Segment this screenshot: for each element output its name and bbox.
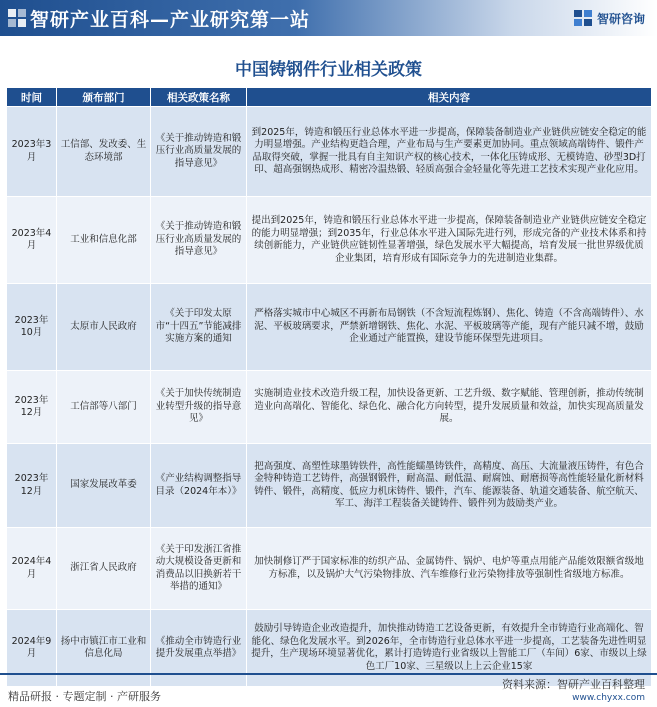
row-dept: 工信部、发改委、生态环境部 [57,107,151,197]
row-content: 实施制造业技术改造升级工程，加快设备更新、工艺升级、数字赋能、管理创新，推动传统制造业向高端化、智能化、绿色化、融合化方向转型，提升发展质量和效益，加快实现高质量发展。 [247,371,652,444]
site-title: 智研产业百科—产业研究第一站 [30,9,311,31]
table-row [7,528,652,610]
brand[interactable] [574,9,645,27]
row-content: 鼓励引导铸造企业改造提升，加快推动铸造工艺设备更新，有效提升全市铸造行业高端化、智能化、绿色化发展水平。到2026年，全市铸造行业总体水平进一步提高，工艺装备先进性明显提升，生产现场环境显著优化，累计打造铸造行业省级以上智能工厂（车间）6家、市级以上绿色工厂10家、三星级以上上云企业15家 [247,610,652,687]
footer-services: 精品研报 · 专题定制 · 产研服务 [8,690,161,703]
top-banner [0,0,657,36]
row-dept: 工业和信息化部 [57,197,151,284]
row-time: 2024年9月 [7,610,57,687]
brand-name: 智研咨询 [596,11,645,26]
row-policy-name: 《推动全市铸造行业提升发展重点举措》 [151,610,247,687]
table-row [7,444,652,528]
row-time: 2023年3月 [7,107,57,197]
row-content: 加快制修订严于国家标准的纺织产品、金属铸件、锅炉、电炉等重点用能产品能效限额省级地方标准，以及锅炉大气污染物排放、汽车维修行业污染物排放等强制性省级地方标准。 [247,528,652,610]
column-header-policy-name: 相关政策名称 [151,88,247,107]
decorative-squares-icon [8,9,26,27]
row-content: 到2025年，铸造和锻压行业总体水平进一步提高，保障装备制造业产业链供应链安全稳定的能力明显增强。产业结构更趋合理，产业布局与生产要素更加协同。重点领域高端铸件、锻件产品取得突破，掌握一批具有自主知识产权的核心技术，一体化压铸成形、无模铸造、砂型3D打印、超高强钢热成形、精密冷温热锻、轻质高强合金轻量化等先进工艺技术实现产业化应用。 [247,107,652,197]
document-title: 中国铸钢件行业相关政策 [235,60,422,80]
row-policy-name: 《关于推动铸造和锻压行业高质量发展的指导意见》 [151,107,247,197]
row-content: 提出到2025年，铸造和锻压行业总体水平进一步提高，保障装备制造业产业链供应链安全稳定的能力明显增强；到2035年，行业总体水平进入国际先进行列，形成完备的产业技术体系和持续创新能力，产业链供应链韧性显著增强，绿色发展水平大幅提高，培育发展一批世界级优质企业集团，培育形成有国际竞争力的先进制造业集群。 [247,197,652,284]
row-policy-name: 《产业结构调整指导目录（2024年本）》 [151,444,247,528]
row-policy-name: 《关于印发太原市“十四五”节能减排实施方案的通知 [151,284,247,371]
footer-url-link[interactable]: www.chyxx.com [572,693,645,703]
policy-table [6,87,652,687]
row-policy-name: 《关于印发浙江省推动大规模设备更新和消费品以旧换新若干举措的通知》 [151,528,247,610]
table-row [7,371,652,444]
table-header-row [7,88,652,107]
row-time: 2023年10月 [7,284,57,371]
column-header-content: 相关内容 [247,88,652,107]
row-dept: 浙江省人民政府 [57,528,151,610]
footer-divider [0,673,657,675]
row-time: 2023年12月 [7,371,57,444]
table-row [7,284,652,371]
row-dept: 扬中市镇江市工业和信息化局 [57,610,151,687]
brand-logo-icon [574,10,592,26]
row-time: 2023年4月 [7,197,57,284]
row-time: 2024年4月 [7,528,57,610]
row-time: 2023年12月 [7,444,57,528]
column-header-time: 时间 [7,88,57,107]
row-dept: 工信部等八部门 [57,371,151,444]
row-policy-name: 《关于加快传统制造业转型升级的指导意见》 [151,371,247,444]
row-policy-name: 《关于推动铸造和锻压行业高质量发展的指导意见》 [151,197,247,284]
footer-source: 资料来源：智研产业百科整理 [502,678,645,691]
table-row [7,107,652,197]
row-content: 把高强度、高塑性球墨铸铁件，高性能蠕墨铸铁件，高精度、高压、大流量液压铸件，有色合金特种铸造工艺铸件，高强钢锻件，耐高温、耐低温、耐腐蚀、耐磨损等高性能轻量化新材料铸件、锻件，高精度、低应力机床铸件、锻件，汽车、能源装备、轨道交通装备、航空航天、军工、海洋工程装备关键铸件、锻件列为鼓励类产业。 [247,444,652,528]
row-dept: 太原市人民政府 [57,284,151,371]
row-dept: 国家发展改革委 [57,444,151,528]
table-row [7,197,652,284]
row-content: 严格落实城市中心城区不再新布局钢铁（不含短流程炼钢）、焦化、铸造（不含高端铸件）、水泥、平板玻璃要求，严禁新增钢铁、焦化、水泥、平板玻璃等产能，现有产能只减不增，鼓励企业通过产能置换，建设节能环保型先进项目。 [247,284,652,371]
column-header-dept: 颁布部门 [57,88,151,107]
